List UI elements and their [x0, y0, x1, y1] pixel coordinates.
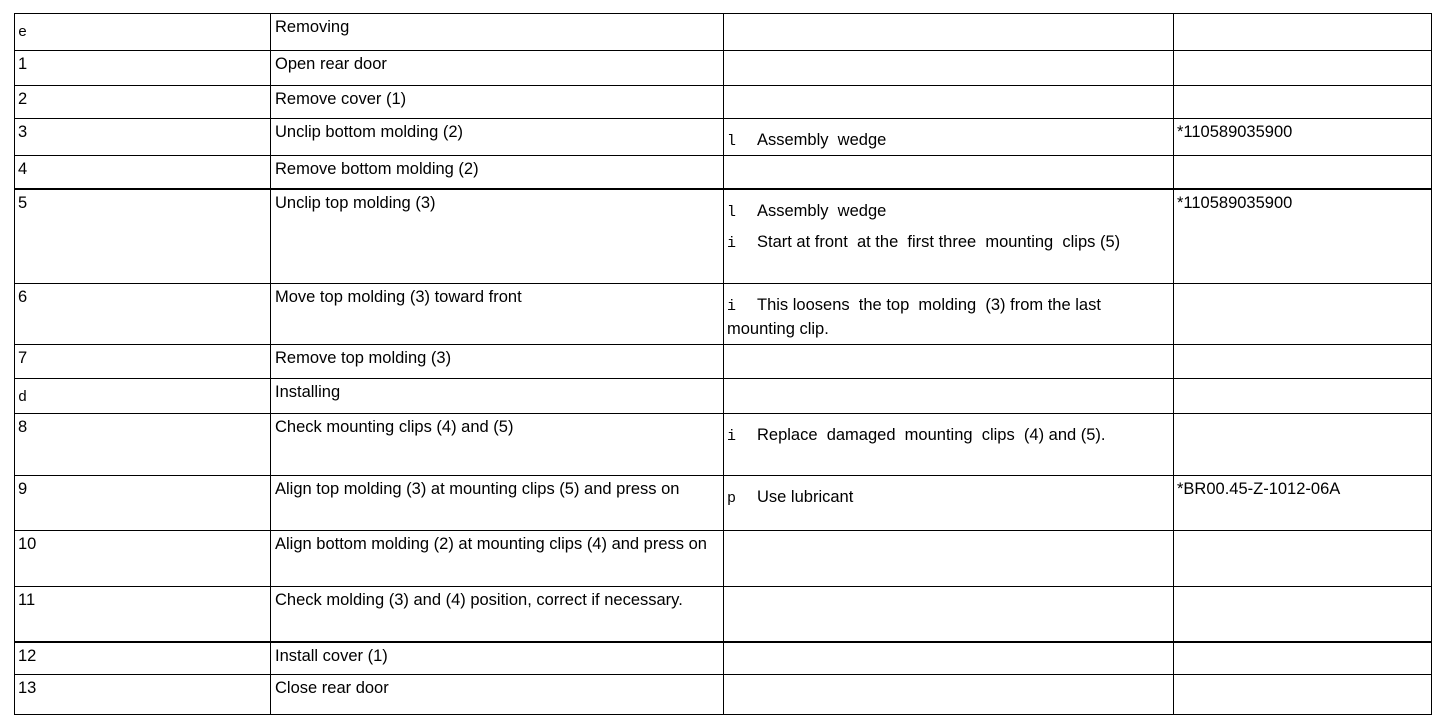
note-item — [727, 424, 1170, 448]
step-number: 11 — [18, 591, 36, 609]
notes-cell — [724, 531, 1174, 587]
action-text: Install cover (1) — [275, 646, 388, 665]
notes-cell — [724, 189, 1174, 284]
tool-cell — [1174, 14, 1432, 51]
action-cell — [271, 642, 724, 675]
info-icon: i — [727, 428, 737, 445]
action-text: Move top molding (3) toward front — [275, 288, 522, 306]
step-number: 8 — [18, 418, 28, 436]
section-symbol: e — [18, 24, 28, 41]
action-cell — [271, 51, 724, 86]
notes-cell — [724, 284, 1174, 345]
tool-cell — [1174, 675, 1432, 715]
table-row — [15, 284, 1432, 345]
tool-number: *BR00.45-Z-1012-06A — [1177, 480, 1341, 498]
note-text: Assembly wedge — [757, 131, 887, 149]
action-cell — [271, 414, 724, 476]
note-item — [727, 294, 1170, 340]
step-cell — [15, 675, 271, 715]
lubricant-icon: p — [727, 490, 737, 507]
tool-cell — [1174, 531, 1432, 587]
step-cell — [15, 189, 271, 284]
step-cell — [15, 14, 271, 51]
notes-cell — [724, 345, 1174, 379]
action-cell — [271, 14, 724, 51]
action-text: Remove bottom molding (2) — [275, 160, 479, 178]
action-cell — [271, 189, 724, 284]
action-text: Remove cover (1) — [275, 90, 407, 108]
action-cell — [271, 345, 724, 379]
table-row — [15, 642, 1432, 675]
tool-cell — [1174, 156, 1432, 189]
table-row — [15, 531, 1432, 587]
step-cell — [15, 284, 271, 345]
info-icon: i — [727, 298, 737, 315]
procedure-table-body — [15, 14, 1432, 715]
action-text: Check mounting clips (4) and (5) — [275, 418, 514, 436]
notes-cell — [724, 675, 1174, 715]
note-text: Start at front at the first three mounting clips (5) — [757, 232, 1121, 251]
table-row — [15, 189, 1432, 284]
table-row — [15, 414, 1432, 476]
tool-cell — [1174, 51, 1432, 86]
note-item — [727, 231, 1170, 255]
action-text: Unclip top molding (3) — [275, 193, 436, 212]
tool-icon: l — [727, 133, 737, 150]
note-text: This loosens the top molding (3) from the last mounting clip. — [727, 296, 1106, 338]
tool-cell — [1174, 379, 1432, 414]
step-cell — [15, 379, 271, 414]
tool-cell — [1174, 86, 1432, 119]
note-item — [727, 129, 1170, 153]
action-cell — [271, 587, 724, 642]
step-cell — [15, 476, 271, 531]
step-cell — [15, 414, 271, 476]
tool-number: *110589035900 — [1177, 193, 1293, 212]
step-number: 3 — [18, 123, 28, 141]
table-row — [15, 587, 1432, 642]
notes-cell — [724, 642, 1174, 675]
tool-cell — [1174, 119, 1432, 156]
tool-number: *110589035900 — [1177, 123, 1293, 141]
step-cell — [15, 119, 271, 156]
step-number: 12 — [18, 646, 37, 665]
action-cell — [271, 476, 724, 531]
notes-cell — [724, 476, 1174, 531]
action-cell — [271, 284, 724, 345]
step-number: 6 — [18, 288, 28, 306]
notes-cell — [724, 119, 1174, 156]
table-row — [15, 14, 1432, 51]
tool-cell — [1174, 345, 1432, 379]
note-text: Assembly wedge — [757, 201, 887, 220]
step-cell — [15, 642, 271, 675]
action-text: Removing — [275, 18, 350, 36]
action-text: Remove top molding (3) — [275, 349, 452, 367]
notes-cell — [724, 587, 1174, 642]
action-text: Installing — [275, 383, 341, 401]
notes-cell — [724, 86, 1174, 119]
table-row — [15, 379, 1432, 414]
notes-cell — [724, 51, 1174, 86]
table-row — [15, 156, 1432, 189]
step-number: 5 — [18, 193, 28, 212]
table-row — [15, 86, 1432, 119]
note-item — [727, 200, 1170, 224]
procedure-table — [14, 13, 1432, 715]
step-cell — [15, 51, 271, 86]
step-cell — [15, 531, 271, 587]
note-text: Use lubricant — [757, 488, 854, 506]
table-row — [15, 51, 1432, 86]
note-item — [727, 486, 1170, 510]
action-text: Close rear door — [275, 679, 389, 697]
tool-cell — [1174, 642, 1432, 675]
table-row — [15, 476, 1432, 531]
table-row — [15, 119, 1432, 156]
table-row — [15, 675, 1432, 715]
step-number: 4 — [18, 160, 28, 178]
tool-cell — [1174, 476, 1432, 531]
action-cell — [271, 156, 724, 189]
step-number: 1 — [18, 55, 28, 73]
notes-cell — [724, 156, 1174, 189]
action-text: Open rear door — [275, 55, 387, 73]
notes-cell — [724, 414, 1174, 476]
tool-cell — [1174, 414, 1432, 476]
step-cell — [15, 156, 271, 189]
step-cell — [15, 345, 271, 379]
action-cell — [271, 119, 724, 156]
info-icon: i — [727, 234, 737, 252]
step-cell — [15, 86, 271, 119]
tool-cell — [1174, 587, 1432, 642]
tool-cell — [1174, 284, 1432, 345]
action-text: Unclip bottom molding (2) — [275, 123, 463, 141]
action-cell — [271, 531, 724, 587]
action-text: Check molding (3) and (4) position, correct if necessary. — [275, 591, 683, 609]
action-text: Align top molding (3) at mounting clips (5) and press on — [275, 480, 680, 498]
step-number: 10 — [18, 535, 37, 553]
action-cell — [271, 675, 724, 715]
action-cell — [271, 379, 724, 414]
step-number: 9 — [18, 480, 28, 498]
note-text: Replace damaged mounting clips (4) and (5). — [757, 426, 1106, 444]
notes-cell — [724, 379, 1174, 414]
tool-cell — [1174, 189, 1432, 284]
action-text: Align bottom molding (2) at mounting clips (4) and press on — [275, 535, 707, 553]
table-row — [15, 345, 1432, 379]
tool-icon: l — [727, 203, 737, 221]
step-number: 7 — [18, 349, 28, 367]
section-symbol: d — [18, 389, 28, 406]
step-number: 2 — [18, 90, 28, 108]
step-number: 13 — [18, 679, 37, 697]
action-cell — [271, 86, 724, 119]
step-cell — [15, 587, 271, 642]
notes-cell — [724, 14, 1174, 51]
